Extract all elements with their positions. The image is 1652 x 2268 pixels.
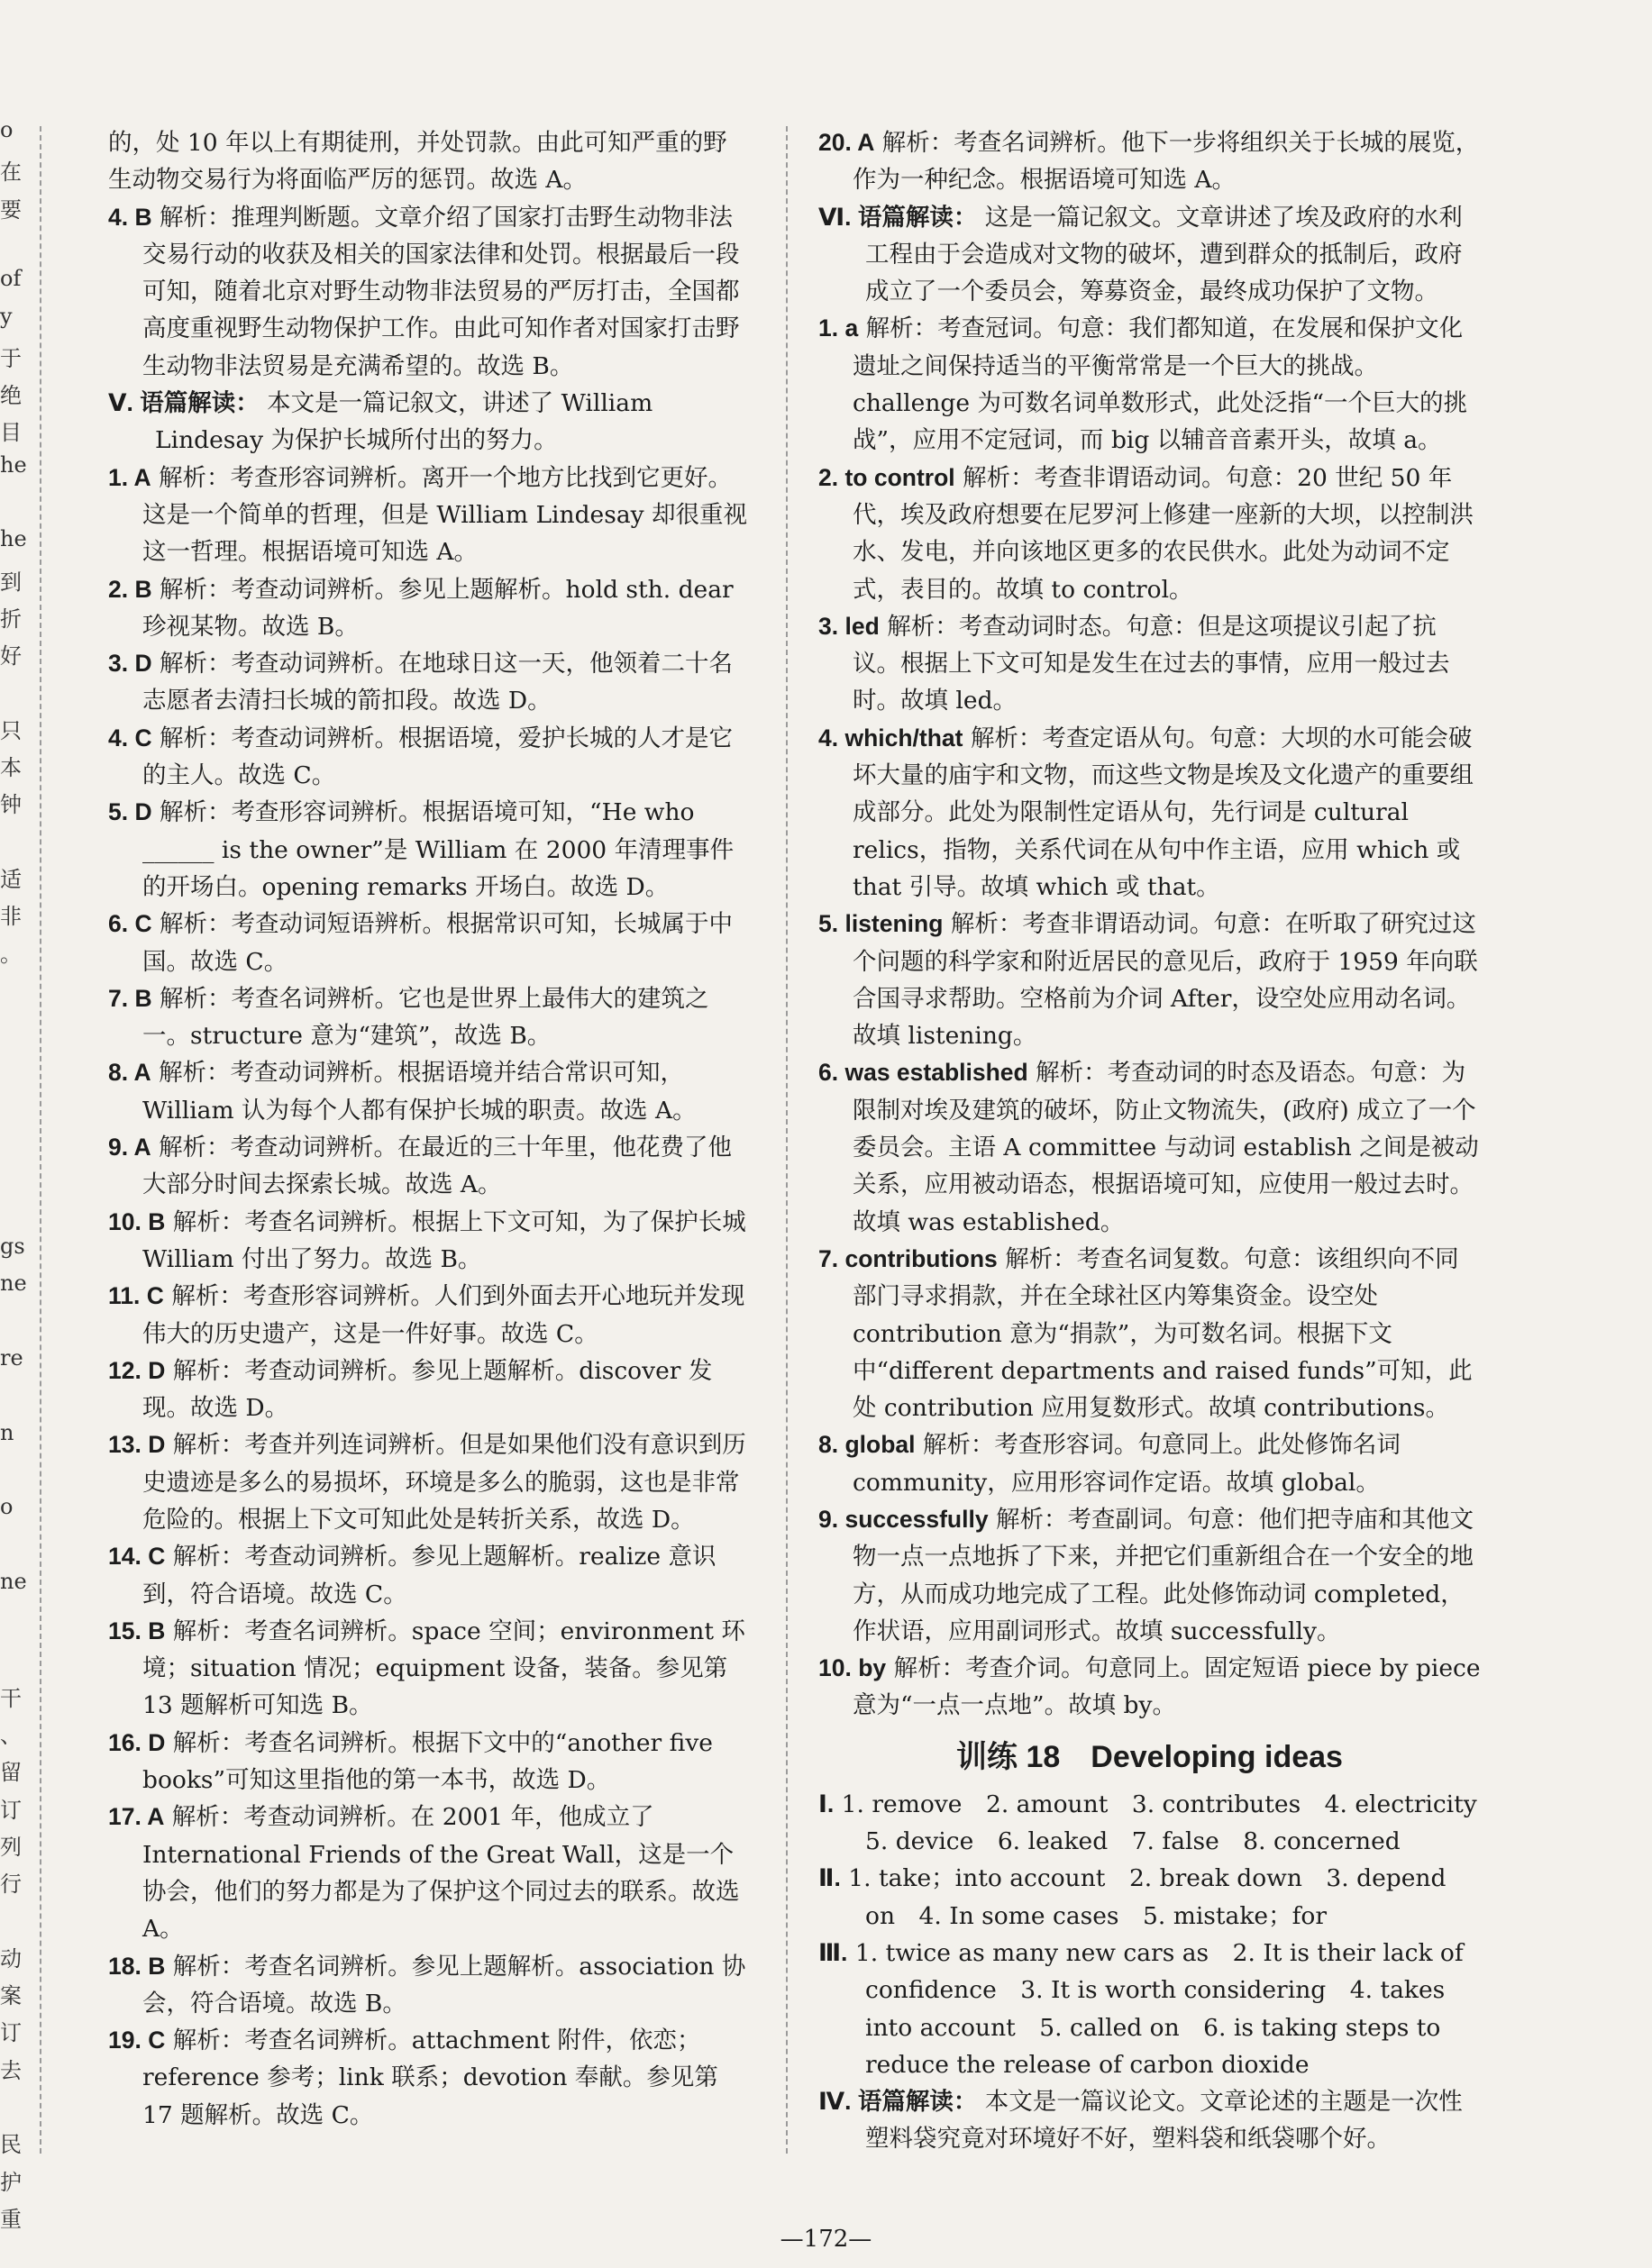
answer-item (108, 906, 748, 980)
answer-text: 的，处 10 年以上有期徒刑，并处罚款。由此可知严重的野生动物交易行为将面临严厉的惩罚。故选 A。 (108, 129, 727, 195)
answer-text: 1. take；into account 2. break down 3. depend on 4. In some cases 5. mistake；for (848, 1864, 1447, 1930)
gutter-char: he (0, 451, 27, 478)
gutter-char: 订 (0, 2020, 22, 2046)
answer-item (818, 1054, 1481, 1240)
answer-text: 解析：考查介词。句意同上。固定短语 piece by piece 意为“一点一点地”。故填 by。 (853, 1654, 1481, 1720)
answer-key: 6. was established (818, 1059, 1028, 1087)
answer-item (818, 199, 1481, 311)
answer-text: 解析：考查动词短语辨析。根据常识可知，长城属于中国。故选 C。 (142, 910, 734, 976)
answer-text: 解析：考查名词辨析。space 空间；environment 环境；situation 情况；equipment 设备，装备。参见第 13 题解析可知选 B。 (142, 1617, 745, 1720)
answer-text: 这是一篇记叙文。文章讲述了埃及政府的水利工程由于会造成对文物的破坏，遭到群众的抵制后，政府成立了一个委员会，筹募资金，最终成功保护了文物。 (865, 203, 1463, 306)
answer-item (108, 794, 748, 906)
gutter-char: 绝 (0, 383, 22, 409)
answer-key: 4. C (108, 724, 152, 751)
answer-item (818, 720, 1481, 906)
answer-item (108, 1204, 748, 1279)
gutter-char: 折 (0, 606, 22, 632)
answer-key: Ⅴ. 语篇解读： (108, 389, 260, 417)
answer-item (818, 2083, 1481, 2158)
answer-item (818, 1650, 1481, 1725)
answer-item (108, 1129, 748, 1204)
gutter-char: ne (0, 1271, 27, 1297)
gutter-char: 案 (0, 1983, 22, 2008)
gutter-char: 要 (0, 196, 22, 223)
answer-item (818, 460, 1481, 608)
answer-key: 12. D (108, 1356, 166, 1384)
answer-key: 13. D (108, 1431, 166, 1459)
answer-item (108, 720, 748, 795)
answer-item (108, 1353, 748, 1427)
answer-text: 1. remove 2. amount 3. contributes 4. electricity 5. device 6. leaked 7. false 8. concerned (841, 1790, 1501, 1856)
answer-text: 解析：考查并列连词辨析。但是如果他们没有意识到历史遗迹是多么的易损坏，环境是多么的脆弱，这也是非常危险的。根据上下文可知此处是转折关系，故选 D。 (142, 1431, 746, 1534)
gutter-char: gs (0, 1234, 25, 1259)
gutter-char: n (0, 1419, 14, 1445)
answer-text: 解析：考查名词辨析。他下一步将组织关于长城的展览，作为一种纪念。根据语境可知选 A。 (853, 129, 1480, 195)
answer-text: 解析：考查动词辨析。在地球日这一天，他领着二十名志愿者去清扫长城的箭扣段。故选 D。 (142, 650, 734, 715)
answer-key: 2. B (108, 575, 152, 603)
gutter-char: he (0, 526, 27, 552)
answer-item (818, 124, 1481, 199)
answer-key: Ⅰ. (818, 1790, 835, 1817)
answer-text: 本文是一篇记叙文，讲述了 William Lindesay 为保护长城所付出的努力。 (155, 389, 653, 455)
gutter-char: 民 (0, 2132, 22, 2158)
answer-key: 14. C (108, 1543, 166, 1571)
answer-text: 解析：考查非谓语动词。句意：20 世纪 50 年代，埃及政府想要在尼罗河上修建一座新的大坝，以控制洪水、发电，并向该地区更多的农民供水。此处为动词不定式，表目的。故填 to control。 (853, 463, 1474, 604)
answer-item (818, 906, 1481, 1054)
answer-item (818, 1501, 1481, 1650)
answer-key: 8. A (108, 1059, 151, 1087)
answer-key: 1. A (108, 463, 151, 491)
answer-item (818, 1241, 1481, 1426)
answer-key: 5. D (108, 798, 152, 826)
answer-item (108, 460, 748, 571)
answer-key: 15. B (108, 1617, 166, 1644)
page-number: —172— (780, 2226, 872, 2253)
answer-text: 解析：考查形容词。句意同上。此处修饰名词 community，应用形容词作定语。故填 global。 (853, 1431, 1401, 1497)
answer-key: 4. B (108, 203, 152, 231)
answer-item (108, 1426, 748, 1538)
answer-key: 10. by (818, 1654, 887, 1682)
answer-item (818, 1786, 1501, 1861)
answer-text: 解析：考查动词时态。句意：但是这项提议引起了抗议。根据上下文可知是发生在过去的事情，应用一般过去时。故填 led。 (853, 612, 1450, 715)
answer-item (108, 1538, 748, 1613)
answer-item (108, 980, 748, 1055)
answer-key: 19. C (108, 2027, 166, 2054)
left-column (108, 124, 748, 2134)
answer-text: 解析：考查名词辨析。它也是世界上最伟大的建筑之一。structure 意为“建筑”，故选 B。 (142, 984, 709, 1051)
answer-text: 解析：考查名词辨析。attachment 附件，依恋；reference 参考；link 联系；devotion 奉献。参见第 17 题解析。故选 C。 (142, 2027, 718, 2129)
answer-item (818, 1935, 1481, 2083)
answer-item (818, 1426, 1481, 1501)
answer-key: 5. listening (818, 910, 944, 938)
gutter-char: 适 (0, 867, 22, 892)
gutter-char: 重 (0, 2206, 22, 2232)
answer-text: 解析：考查冠词。句意：我们都知道，在发展和保护文化遗址之间保持适当的平衡常常是一个巨大的挑战。challenge 为可数名词单数形式，此处泛指“一个巨大的挑战”，应用不定冠词，而 big 以辅音音素开头，故填 a。 (853, 314, 1468, 455)
answer-list-section-6 (818, 124, 1481, 1725)
answer-item (818, 310, 1481, 459)
answer-item (108, 385, 748, 460)
answer-item (108, 124, 748, 199)
answer-item (108, 2022, 748, 2134)
answer-key: 18. B (108, 1952, 166, 1980)
column-divider-center (786, 126, 788, 2154)
answer-key: 6. C (108, 910, 152, 938)
answer-text: 解析：考查动词辨析。在最近的三十年里，他花费了他大部分时间去探索长城。故选 A。 (142, 1134, 733, 1199)
answer-key: 4. which/that (818, 724, 963, 751)
answer-key: 9. successfully (818, 1505, 989, 1533)
gutter-char: 干 (0, 1685, 22, 1711)
answer-text: 解析：考查定语从句。句意：大坝的水可能会破坏大量的庙宇和文物，而这些文物是埃及文化遗产的重要组成部分。此处为限制性定语从句，先行词是 cultural relics，指物，关系代词在从句中作主语，应用 which 或 that 引导。故填 which 或 that。 (853, 724, 1474, 901)
answer-item (108, 1054, 748, 1129)
gutter-char: 钟 (0, 792, 22, 818)
answer-item (108, 1613, 748, 1725)
answer-text: 解析：考查形容词辨析。人们到外面去开心地玩并发现伟大的历史遗产，这是一件好事。故选 C。 (142, 1282, 745, 1348)
answer-key: 1. a (818, 314, 859, 342)
answer-item (108, 645, 748, 720)
gutter-char: 、 (0, 1722, 22, 1748)
left-gutter-cutoff-text (0, 117, 27, 2232)
answer-item (108, 1278, 748, 1353)
answer-text: 解析：考查非谓语动词。句意：在听取了研究过这个问题的科学家和附近居民的意见后，政府于 1959 年向联合国寻求帮助。空格前为介词 After，设空处应用动名词。故填 listening。 (853, 910, 1478, 1051)
section-title: 训练 18 Developing ideas (956, 1739, 1343, 1774)
gutter-char: 。 (0, 941, 22, 967)
answer-text: 解析：考查名词复数。句意：该组织向不同部门寻求捐款，并在全球社区内筹集资金。设空处 contribution 意为“捐款”，为可数名词。根据下文中“different departments and raised funds”可知，此处 contribution 应用复数形式。故填 contributions。 (853, 1244, 1473, 1423)
gutter-char: 订 (0, 1797, 22, 1823)
gutter-char: ne (0, 1568, 27, 1594)
answer-key: 7. B (108, 984, 152, 1012)
answer-text: 本文是一篇议论文。文章论述的主题是一次性塑料袋究竟对环境好不好，塑料袋和纸袋哪个好。 (865, 2088, 1463, 2154)
answer-text: 解析：考查名词辨析。参见上题解析。association 协会，符合语境。故选 B。 (142, 1952, 746, 2018)
answer-key: Ⅱ. (818, 1864, 841, 1892)
answer-text: 解析：考查动词的时态及语态。句意：为限制对埃及建筑的破坏，防止文物流失，(政府) 成立了一个委员会。主语 A committee 与动词 establish 之间是被动关系，应用被动语态，根据语境可知，应使用一般过去时。故填 was established。 (853, 1059, 1479, 1236)
right-column (818, 124, 1501, 2158)
gutter-char: 在 (0, 159, 22, 186)
gutter-char: 动 (0, 1945, 22, 1972)
answer-key: 2. to control (818, 463, 955, 491)
answer-key: 8. global (818, 1431, 916, 1459)
answer-item (108, 1725, 748, 1799)
answer-key: 3. led (818, 612, 880, 640)
answer-text: 解析：考查动词辨析。参见上题解析。hold sth. dear 珍视某物。故选 B。 (142, 575, 734, 641)
answer-key: 10. B (108, 1207, 166, 1235)
answer-key: 9. A (108, 1134, 151, 1161)
answer-key: 16. D (108, 1728, 166, 1756)
gutter-char: 只 (0, 717, 22, 743)
answer-text: 解析：考查动词辨析。参见上题解析。discover 发现。故选 D。 (142, 1356, 713, 1423)
answer-key: 7. contributions (818, 1244, 998, 1272)
answer-key: Ⅳ. 语篇解读： (818, 2088, 978, 2116)
gutter-char: 本 (0, 755, 22, 781)
answer-item (108, 571, 748, 646)
answer-text: 解析：考查动词辨析。参见上题解析。realize 意识到，符合语境。故选 C。 (142, 1543, 716, 1608)
answer-text: 1. twice as many new cars as 2. It is their lack of confidence 3. It is worth considering 4. takes into account 5. called on 6. is taking steps to reduce the release of carbon dioxide (854, 1938, 1464, 2079)
gutter-char: 非 (0, 904, 22, 930)
answer-key: 20. A (818, 129, 875, 156)
answer-key: Ⅵ. 语篇解读： (818, 203, 978, 231)
answer-key: Ⅲ. (818, 1938, 848, 1966)
gutter-char: of (0, 266, 22, 292)
gutter-char: 于 (0, 345, 22, 371)
answer-item (108, 1799, 748, 1947)
gutter-char: re (0, 1344, 23, 1371)
answer-item (818, 1860, 1481, 1935)
answer-text: 解析：考查动词辨析。根据语境并结合常识可知，William 认为每个人都有保护长城的职责。故选 A。 (142, 1059, 697, 1125)
gutter-char: 目 (0, 420, 22, 446)
answer-text: 解析：考查形容词辨析。根据语境可知，“He who ______ is the owner”是 William 在 2000 年清理事件的开场白。opening remarks 开场白。故选 D。 (142, 798, 735, 901)
gutter-char: o (0, 117, 14, 142)
gutter-char: 护 (0, 2169, 22, 2195)
answer-text: 解析：考查名词辨析。根据上下文可知，为了保护长城 William 付出了努力。故选 B。 (142, 1207, 746, 1273)
column-divider-left (40, 126, 41, 2154)
answer-list-training-18 (818, 1786, 1501, 2158)
gutter-char: 行 (0, 1872, 22, 1898)
answer-text: 解析：考查副词。句意：他们把寺庙和其他文物一点一点地拆了下来，并把它们重新组合在一个安全的地方，从而成功地完成了工程。此处修饰动词 completed，作状语，应用副词形式。故填 successfully。 (853, 1505, 1474, 1645)
gutter-char: o (0, 1494, 14, 1520)
answer-text: 解析：考查动词辨析。根据语境，爱护长城的人才是它的主人。故选 C。 (142, 724, 734, 790)
answer-text: 解析：考查名词辨析。根据下文中的“another five books”可知这里指他的第一本书，故选 D。 (142, 1728, 713, 1795)
gutter-char: 留 (0, 1760, 22, 1786)
answer-key: 17. A (108, 1803, 165, 1831)
answer-item (108, 1948, 748, 2023)
answer-text: 解析：考查动词辨析。在 2001 年，他成立了 International Friends of the Great Wall，这是一个协会，他们的努力都是为了保护这个同过去的联系。故选 A。 (142, 1803, 740, 1944)
answer-text: 解析：推理判断题。文章介绍了国家打击野生动物非法交易行动的收获及相关的国家法律和处罚。根据最后一段可知，随着北京对野生动物非法贸易的严厉打击，全国都高度重视野生动物保护工作。由此可知作者对国家打击野生动物非法贸易是充满希望的。故选 B。 (142, 203, 740, 380)
gutter-char: 列 (0, 1834, 22, 1860)
gutter-char: 好 (0, 643, 22, 669)
gutter-char: 到 (0, 569, 22, 595)
answer-item (818, 608, 1481, 720)
answer-key: 11. C (108, 1282, 164, 1310)
answer-key: 3. D (108, 650, 152, 678)
answer-text: 解析：考查形容词辨析。离开一个地方比找到它更好。这是一个简单的哲理，但是 William Lindesay 却很重视这一哲理。根据语境可知选 A。 (142, 463, 748, 567)
answer-item (108, 199, 748, 385)
gutter-char: 去 (0, 2057, 22, 2083)
gutter-char: y (0, 303, 13, 329)
